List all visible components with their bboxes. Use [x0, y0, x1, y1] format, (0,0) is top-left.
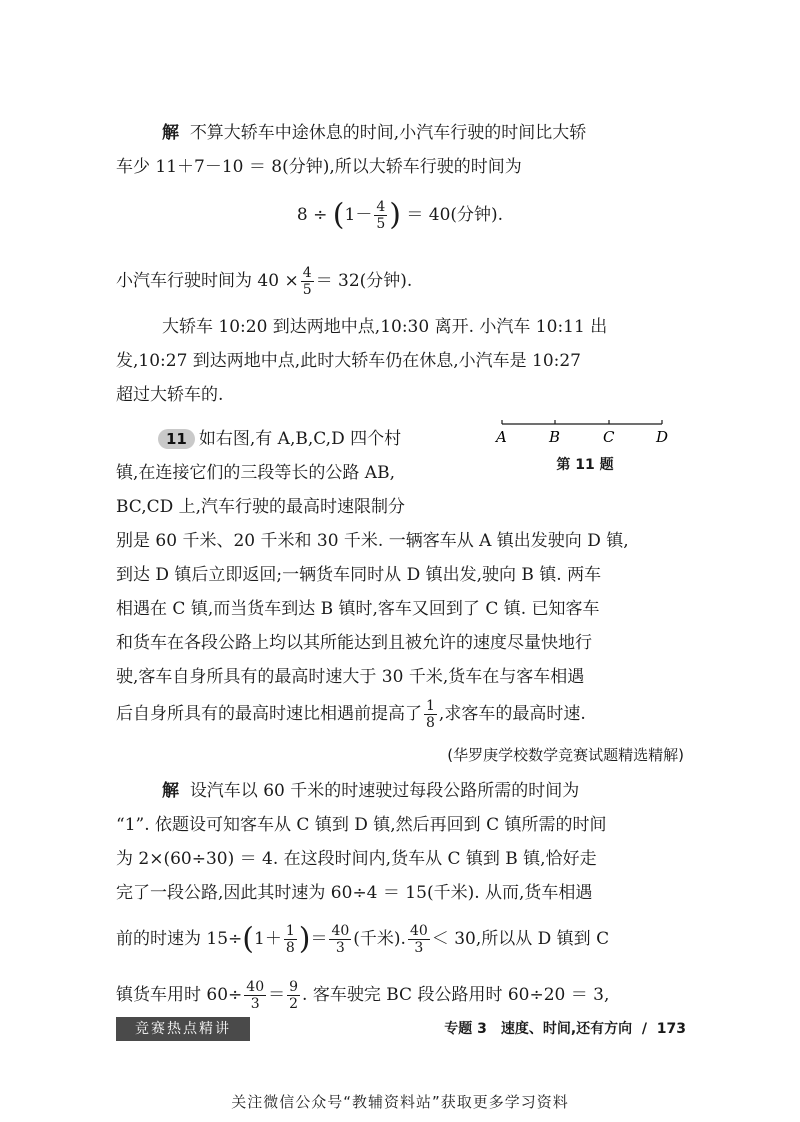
- right-paren: ): [389, 197, 401, 233]
- figure-caption: 第 11 题: [556, 457, 614, 473]
- page-number: 173: [656, 1021, 686, 1037]
- solution2-label: 解: [162, 781, 179, 801]
- fraction-40-3b: $\frac{40}{3}$: [409, 923, 428, 956]
- problem11-line6: 相遇在 C 镇,而当货车到达 B 镇时,客车又回到了 C 镇. 已知客车: [116, 599, 600, 619]
- eq2-part-b: ＝ 32(分钟).: [315, 271, 413, 291]
- solution2-line4: 完了一段公路,因此其时速为 60÷4 ＝ 15(千米). 从而,货车相遇: [116, 883, 593, 903]
- fraction-9-2: $\frac{9}{2}$: [289, 979, 299, 1012]
- footer-slash: /: [641, 1021, 648, 1037]
- fraction-4-5: $\frac{4}{5}$: [376, 199, 386, 232]
- left-paren: (: [332, 197, 345, 233]
- fraction-40-3: $\frac{40}{3}$: [331, 923, 350, 956]
- fraction-40-3c: $\frac{40}{3}$: [246, 979, 265, 1012]
- right-paren-2: ): [298, 921, 311, 957]
- problem-number-badge: 11: [158, 429, 195, 449]
- solution2-line5: [116, 916, 684, 962]
- footer-tag: 竞赛热点精讲: [116, 1017, 250, 1041]
- s2-l5-d: (千米).: [353, 929, 406, 949]
- solution1-line5: 超过大轿车的.: [116, 385, 224, 405]
- problem-source: (华罗庚学校数学竞赛试题精选精解): [447, 746, 684, 764]
- s2-l6-a: 镇货车用时 60÷: [116, 985, 243, 1005]
- label-c: C: [603, 428, 615, 446]
- watermark-text: 关注微信公众号“教辅资料站”获取更多学习资料: [231, 1093, 569, 1111]
- problem11-line5: 到达 D 镇后立即返回;一辆货车同时从 D 镇出发,驶向 B 镇. 两车: [116, 565, 602, 585]
- solution2-line3: 为 2×(60÷30) ＝ 4. 在这段时间内,货车从 C 镇到 B 镇,恰好走: [116, 849, 597, 869]
- s2-l6-c: . 客车驶完 BC 段公路用时 60÷20 ＝ 3,: [302, 985, 610, 1005]
- s2-l5-c: ＝: [310, 929, 328, 949]
- problem11-line4: 别是 60 千米、20 千米和 30 千米. 一辆客车从 A 镇出发驶向 D 镇,: [116, 531, 629, 551]
- solution2-text1: 设汽车以 60 千米的时速驶过每段公路所需的时间为: [189, 781, 580, 801]
- equation-2: [116, 258, 684, 304]
- problem11-line1: [158, 422, 488, 456]
- solution2-line1: [162, 774, 684, 808]
- chapter-title: 专题 3 速度、时间,还有方向: [444, 1021, 633, 1037]
- equation-1: [116, 192, 684, 238]
- problem11-text9a: 后自身所具有的最高时速比相遇前提高了: [116, 704, 422, 724]
- fraction-1-8b: $\frac{1}{8}$: [285, 923, 295, 956]
- s2-l6-b: ＝: [268, 985, 286, 1005]
- problem11-line9: [116, 692, 684, 736]
- solution1-line4: 发,10:27 到达两地中点,此时大轿车仍在休息,小汽车是 10:27: [116, 351, 582, 371]
- fraction-1-8: $\frac{1}{8}$: [426, 698, 435, 731]
- solution2-line2: “1”. 依题设可知客车从 C 镇到 D 镇,然后再回到 C 镇所需的时间: [116, 815, 607, 835]
- eq1-part-a: 8 ÷: [296, 205, 328, 225]
- solution1-line1: [162, 116, 684, 150]
- solution2-line6: [116, 972, 684, 1018]
- problem11-text1: 如右图,有 A,B,C,D 四个村: [198, 429, 402, 449]
- label-a: A: [496, 428, 507, 446]
- solution1-text: 不算大轿车中途休息的时间,小汽车行驶的时间比大轿: [189, 123, 587, 143]
- problem11-line3: BC,CD 上,汽车行驶的最高时速限制分: [116, 497, 406, 517]
- problem11-line8: 驶,客车自身所具有的最高时速大于 30 千米,货车在与客车相遇: [116, 667, 585, 687]
- solution1-line2: 车少 11＋7－10 ＝ 8(分钟),所以大轿车行驶的时间为: [116, 157, 522, 177]
- eq1-part-b: 1－: [344, 205, 373, 225]
- label-d: D: [656, 428, 669, 446]
- footer-chapter: [340, 1017, 686, 1041]
- s2-l5-b: 1＋: [254, 929, 282, 949]
- fraction-4-5b: $\frac{4}{5}$: [302, 265, 312, 298]
- s2-l5-a: 前的时速为 15÷: [116, 929, 243, 949]
- solution1-label: 解: [162, 123, 179, 143]
- problem11-line7: 和货车在各段公路上均以其所能达到且被允许的速度尽量快地行: [116, 633, 592, 653]
- left-paren-2: (: [242, 921, 254, 957]
- label-b: B: [549, 428, 561, 446]
- road-diagram: [490, 414, 680, 454]
- eq2-part-a: 小汽车行驶时间为 40 ×: [116, 271, 299, 291]
- s2-l5-e: ＜ 30,所以从 D 镇到 C: [431, 929, 610, 949]
- road-figure: [490, 414, 680, 478]
- eq1-part-c: ＝ 40(分钟).: [406, 205, 504, 225]
- problem11-line2: 镇,在连接它们的三段等长的公路 AB,: [116, 463, 395, 483]
- solution1-line3: 大轿车 10:20 到达两地中点,10:30 离开. 小汽车 10:11 出: [162, 317, 608, 337]
- problem11-text9b: ,求客车的最高时速.: [438, 704, 586, 724]
